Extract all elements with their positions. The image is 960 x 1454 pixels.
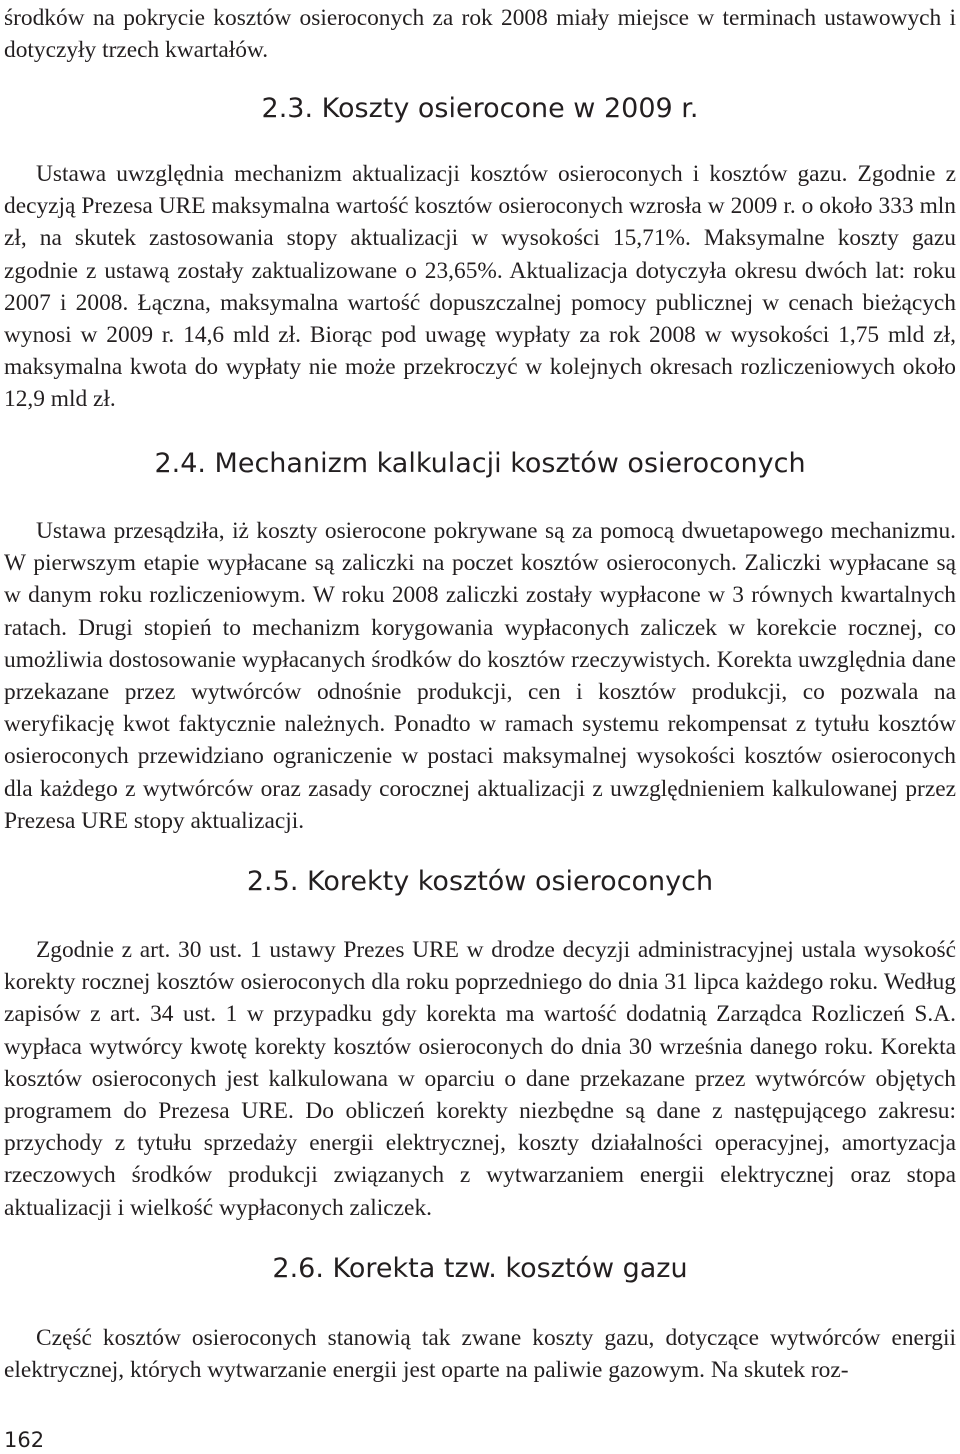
paragraph-continuation: środków na pokrycie kosztów osieroconych za rok 2008 miały miejsce w terminach ustawowych i dotyczyły trzech kwartałów.	[4, 5, 956, 64]
paragraph-2-4: Ustawa przesądziła, iż koszty osierocone pokrywane są za pomocą dwuetapowego mechanizmu. W pierwszym etapie wypłacane są zaliczki na poczet kosztów osieroconych. Zaliczki wypłacane są w danym roku rozliczeniowym. W roku 2008 zaliczki zostały wypłacone w 3 równych kwartalnych ratach. Drugi stopień to mechanizm korygowania wypłaconych zaliczek w korekcie rocznej, co umożliwia dostosowanie wypłacanych środków do kosztów rzeczywistych. Korekta uwzględnia dane przekazane przez wytwórców odnośnie produkcji, cen i kosztów produkcji, co pozwala na weryfikację kwot faktycznie należnych. Ponadto w ramach systemu rekompensat z tytułu kosztów osieroconych przewidziano ograniczenie w postaci maksymalnej wysokości kosztów osieroconych dla każdego z wytwórców oraz zasady corocznej aktualizacji z uwzględnieniem kalkulowanej przez Prezesa URE stopy aktualizacji.	[4, 518, 956, 834]
paragraph-2-3: Ustawa uwzględnia mechanizm aktualizacji kosztów osieroconych i kosztów gazu. Zgodnie z decyzją Prezesa URE maksymalna wartość kosztów osieroconych wzrosła w 2009 r. o około 333 mln zł, na skutek zastosowania stopy aktualizacji w wysokości 15,71%. Maksymalne koszty gazu zgodnie z ustawą zostały zaktualizowane o 23,65%. Aktualizacja dotyczyła okresu dwóch lat: roku 2007 i 2008. Łączna, maksymalna wartość dopuszczalnej pomocy publicznej w cenach bieżących wynosi w 2009 r. 14,6 mld zł. Biorąc pod uwagę wypłaty za rok 2008 w wysokości 1,75 mld zł, maksymalna kwota do wypłaty nie może przekroczyć w kolejnych okresach rozliczeniowych około 12,9 mld zł.	[4, 161, 956, 413]
section-heading-2-6: 2.6. Korekta tzw. kosztów gazu	[272, 1253, 688, 1284]
paragraph-2-6: Część kosztów osieroconych stanowią tak zwane koszty gazu, dotyczące wytwórców energii elektrycznej, których wytwarzanie energii jest oparte na paliwie gazowym. Na skutek roz-	[4, 1325, 956, 1384]
section-heading-2-3: 2.3. Koszty osierocone w 2009 r.	[261, 93, 699, 124]
paragraph-2-5: Zgodnie z art. 30 ust. 1 ustawy Prezes URE w drodze decyzji administracyjnej ustala wysokość korekty rocznej kosztów osieroconych dla roku poprzedniego do dnia 31 lipca każdego roku. Według zapisów z art. 34 ust. 1 w przypadku gdy korekta ma wartość dodatnią Zarządca Rozliczeń S.A. wypłaca wytwórcy kwotę korekty kosztów osieroconych do dnia 30 września danego roku. Korekta kosztów osieroconych jest kalkulowana w oparciu o dane przekazane przez wytwórców objętych programem do Prezesa URE. Do obliczeń korekty niezbędne są dane z następującego zakresu: przychody z tytułu sprzedaży energii elektrycznej, koszty działalności operacyjnej, amortyzacja rzeczowych środków produkcji związanych z wytwarzaniem energii elektrycznej oraz stopa aktualizacji i wielkość wypłaconych zaliczek.	[4, 937, 956, 1221]
page-number: 162	[4, 1428, 45, 1452]
section-heading-2-4: 2.4. Mechanizm kalkulacji kosztów osieroconych	[154, 448, 806, 479]
section-heading-2-5: 2.5. Korekty kosztów osieroconych	[246, 866, 714, 897]
